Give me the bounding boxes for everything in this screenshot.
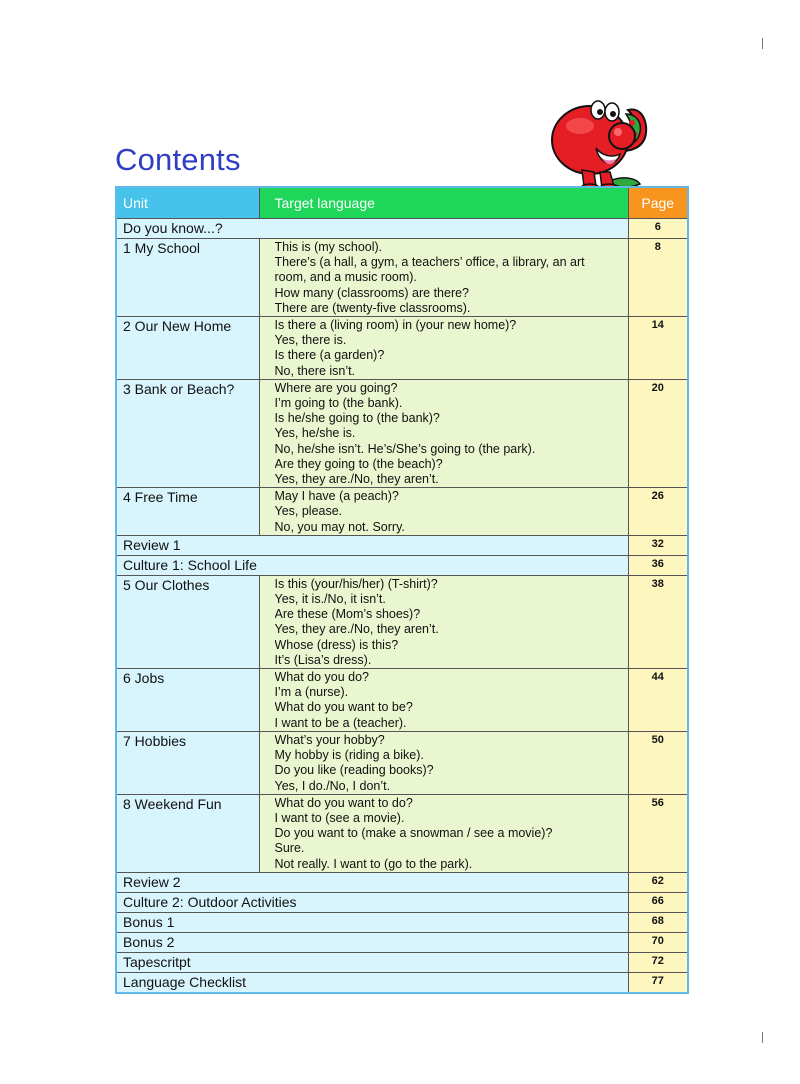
page-number-cell: 66 xyxy=(628,892,688,912)
target-language-line: I’m going to (the bank). xyxy=(274,396,403,411)
table-row xyxy=(116,952,688,972)
crop-mark-bottom xyxy=(762,1032,763,1043)
target-language-line: Is this (your/his/her) (T-shirt)? xyxy=(274,576,438,591)
table-row xyxy=(116,872,688,892)
red-cartoon-creature-icon xyxy=(540,92,670,198)
target-language-line: Yes, they are./No, they aren’t. xyxy=(274,472,439,487)
unit-cell: 7 Hobbies xyxy=(116,731,259,794)
target-language-line: Yes, they are./No, they aren’t. xyxy=(274,622,439,637)
table-row xyxy=(116,575,688,668)
table-row xyxy=(116,379,688,487)
unit-cell: 4 Free Time xyxy=(116,488,259,536)
table-row xyxy=(116,972,688,993)
target-language-line: Not really. I want to (go to the park). xyxy=(274,856,473,871)
target-language-line: Yes, please. xyxy=(274,504,343,519)
table-row xyxy=(116,669,688,732)
page-number-cell: 36 xyxy=(628,555,688,575)
header-unit: Unit xyxy=(116,187,259,219)
unit-cell: 5 Our Clothes xyxy=(116,575,259,668)
crop-mark-top xyxy=(762,38,763,49)
target-language-line: room, and a music room). xyxy=(274,270,417,285)
target-language-line: What’s your hobby? xyxy=(274,732,385,747)
page-number-cell: 26 xyxy=(628,488,688,536)
page-number-cell: 44 xyxy=(628,669,688,732)
target-language-line: Are these (Mom’s shoes)? xyxy=(274,607,421,622)
page-number-cell: 14 xyxy=(628,317,688,380)
unit-cell: Review 1 xyxy=(116,535,628,555)
page-number-cell: 62 xyxy=(628,872,688,892)
target-language-line: Is he/she going to (the bank)? xyxy=(274,411,440,426)
header-target-language: Target language xyxy=(259,187,628,219)
unit-cell: Bonus 1 xyxy=(116,912,628,932)
page-number-cell: 68 xyxy=(628,912,688,932)
table-row xyxy=(116,892,688,912)
target-language-line: How many (classrooms) are there? xyxy=(274,285,470,300)
target-language-line: Where are you going? xyxy=(274,380,398,395)
page-number-cell: 6 xyxy=(628,219,688,239)
target-language-cell xyxy=(259,239,628,317)
target-language-line: I want to be a (teacher). xyxy=(274,715,407,730)
contents-table-body xyxy=(116,219,688,993)
target-language-line: I’m a (nurse). xyxy=(274,685,349,700)
target-language-line: Is there (a garden)? xyxy=(274,348,385,363)
page-number-cell: 20 xyxy=(628,379,688,487)
unit-cell: Do you know...? xyxy=(116,219,628,239)
table-row xyxy=(116,555,688,575)
unit-cell: 2 Our New Home xyxy=(116,317,259,380)
target-language-line: No, you may not. Sorry. xyxy=(274,519,405,534)
target-language-line: This is (my school). xyxy=(274,240,383,254)
target-language-line: Do you want to (make a snowman / see a movie)? xyxy=(274,826,553,841)
target-language-line: May I have (a peach)? xyxy=(274,489,399,504)
target-language-cell xyxy=(259,317,628,380)
page-number-cell: 38 xyxy=(628,575,688,668)
page-title: Contents xyxy=(115,142,241,177)
target-language-line: What do you want to do? xyxy=(274,795,413,810)
table-row xyxy=(116,932,688,952)
page-number-cell: 70 xyxy=(628,932,688,952)
unit-cell: Review 2 xyxy=(116,872,628,892)
table-row xyxy=(116,219,688,239)
table-row xyxy=(116,535,688,555)
target-language-line: Are they going to (the beach)? xyxy=(274,456,443,471)
table-row xyxy=(116,239,688,317)
target-language-cell xyxy=(259,488,628,536)
target-language-line: Yes, it is./No, it isn’t. xyxy=(274,592,386,607)
unit-cell: Bonus 2 xyxy=(116,932,628,952)
unit-cell: 8 Weekend Fun xyxy=(116,794,259,872)
target-language-line: My hobby is (riding a bike). xyxy=(274,748,424,763)
header-page: Page xyxy=(628,187,688,219)
table-row xyxy=(116,317,688,380)
unit-cell: 6 Jobs xyxy=(116,669,259,732)
target-language-line: I want to (see a movie). xyxy=(274,810,405,825)
page-number-cell: 56 xyxy=(628,794,688,872)
target-language-line: Whose (dress) is this? xyxy=(274,637,399,652)
unit-cell: Language Checklist xyxy=(116,972,628,993)
target-language-line: What do you want to be? xyxy=(274,700,413,715)
target-language-line: Yes, I do./No, I don’t. xyxy=(274,778,391,793)
target-language-line: Do you like (reading books)? xyxy=(274,763,434,778)
target-language-line: Yes, there is. xyxy=(274,333,347,348)
table-header-row xyxy=(116,187,688,219)
page-number-cell: 8 xyxy=(628,239,688,317)
table-row xyxy=(116,731,688,794)
target-language-line: No, he/she isn’t. He’s/She’s going to (the park). xyxy=(274,441,536,456)
page-number-cell: 32 xyxy=(628,535,688,555)
unit-cell: 1 My School xyxy=(116,239,259,317)
page-number-cell: 50 xyxy=(628,731,688,794)
target-language-line: What do you do? xyxy=(274,670,370,685)
contents-table xyxy=(115,186,689,994)
page-number-cell: 77 xyxy=(628,972,688,993)
target-language-line: There’s (a hall, a gym, a teachers’ office, a library, an art xyxy=(274,255,585,270)
table-row xyxy=(116,488,688,536)
target-language-cell xyxy=(259,379,628,487)
target-language-line: Yes, he/she is. xyxy=(274,426,356,441)
unit-cell: Tapescritpt xyxy=(116,952,628,972)
target-language-cell xyxy=(259,575,628,668)
target-language-cell xyxy=(259,731,628,794)
target-language-line: It’s (Lisa’s dress). xyxy=(274,652,372,667)
table-row xyxy=(116,912,688,932)
unit-cell: 3 Bank or Beach? xyxy=(116,379,259,487)
table-row xyxy=(116,794,688,872)
target-language-cell xyxy=(259,794,628,872)
target-language-cell xyxy=(259,669,628,732)
unit-cell: Culture 2: Outdoor Activities xyxy=(116,892,628,912)
target-language-line: There are (twenty-five classrooms). xyxy=(274,300,471,315)
unit-cell: Culture 1: School Life xyxy=(116,555,628,575)
target-language-line: Is there a (living room) in (your new home)? xyxy=(274,318,517,333)
target-language-line: No, there isn’t. xyxy=(274,363,356,378)
target-language-line: Sure. xyxy=(274,841,305,856)
page-number-cell: 72 xyxy=(628,952,688,972)
